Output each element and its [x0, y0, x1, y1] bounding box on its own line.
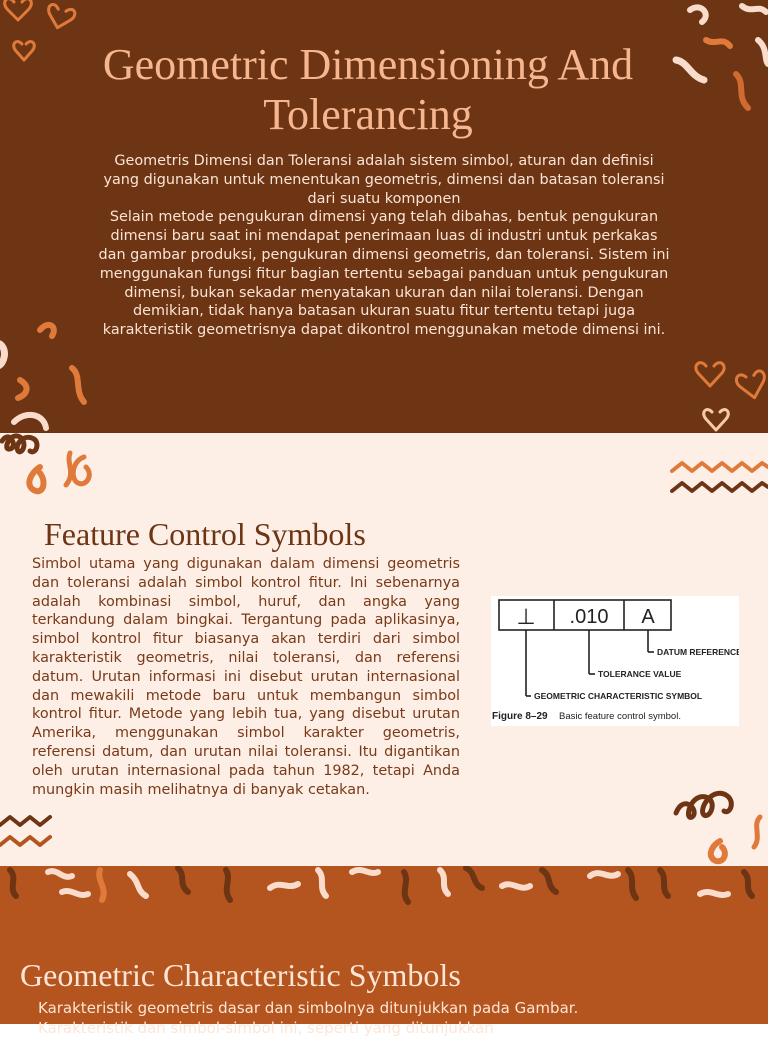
header-section — [0, 0, 768, 433]
feature-control-diagram — [491, 596, 739, 726]
figure-number: Figure 8–29 — [492, 711, 548, 722]
intro-text — [95, 152, 673, 340]
tolerance-value: .010 — [569, 606, 609, 628]
heart-icon — [696, 363, 724, 386]
characteristic-body — [38, 998, 738, 1038]
characteristic-line-1: Karakteristik geometris dasar dan simbolnya ditunjukkan pada Gambar. — [38, 999, 579, 1017]
feature-control-heading: Feature Control Symbols — [44, 516, 366, 552]
datum-reference-label: DATUM REFERENCE — [657, 647, 739, 657]
page-title: Geometric Dimensioning And Tolerancing — [102, 40, 634, 139]
geometric-symbol-label: GEOMETRIC CHARACTERISTIC SYMBOL — [534, 691, 703, 701]
heart-icon — [5, 0, 32, 20]
characteristic-heading: Geometric Characteristic Symbols — [20, 957, 461, 993]
geometric-symbol: ⊥ — [516, 605, 536, 630]
heart-icon — [45, 4, 76, 32]
figure-caption: Basic feature control symbol. — [559, 711, 681, 722]
datum-letter: A — [641, 606, 655, 628]
feature-control-body: Simbol utama yang digunakan dalam dimensi geometris dan toleransi adalah simbol kontrol fitur. Ini sebenarnya adalah kombinasi simbol, huruf, dan angka yang terkandung dalam bingkai. Tergantung pada aplikasinya, simbol kontrol fitur biasanya akan terdiri dari simbol karakteristik geometris, nilai toleransi, dan referensi datum. Urutan informasi ini disebut urutan internasional dan mewakili metode baru untuk membangun simbol kontrol fitur. Metode yang lebih tua, yang disebut urutan Amerika, menggunakan simbol karakter geometris, referensi datum, dan urutan nilai toleransi. Itu digantikan oleh urutan internasional pada tahun 1982, tetapi Anda mungkin masih melihatnya di banyak cetakan. — [32, 556, 460, 798]
feature-control-figure — [491, 596, 739, 726]
heart-icon — [704, 410, 729, 430]
intro-paragraph-1: Geometris Dimensi dan Toleransi adalah sistem simbol, aturan dan definisi yang digunakan untuk menentukan geometris, dimensi dan batasan toleransi dari suatu komponen — [103, 153, 665, 207]
intro-paragraph-2: Selain metode pengukuran dimensi yang telah dibahas, bentuk pengukuran dimensi baru saat ini mendapat penerimaan luas di industri untuk perkakas dan gambar produksi, pengukuran dimensi geometris, dan toleransi. Sistem ini menggunakan fungsi fitur bagian tertentu sebagai panduan untuk pengukuran dimensi, bukan sekadar menyatakan ukuran dan nilai toleransi. Dengan demikian, tidak hanya batasan ukuran suatu fitur tertentu tetapi juga karakteristik geometrisnya dapat dikontrol menggunakan metode dimensi ini. — [98, 209, 670, 339]
heart-icon — [14, 42, 35, 60]
heart-icon — [735, 370, 768, 401]
tolerance-value-label: TOLERANCE VALUE — [598, 669, 682, 679]
characteristic-line-2: Karakteristik dan simbol-simbol ini, seperti yang ditunjukkan — [38, 1019, 494, 1037]
